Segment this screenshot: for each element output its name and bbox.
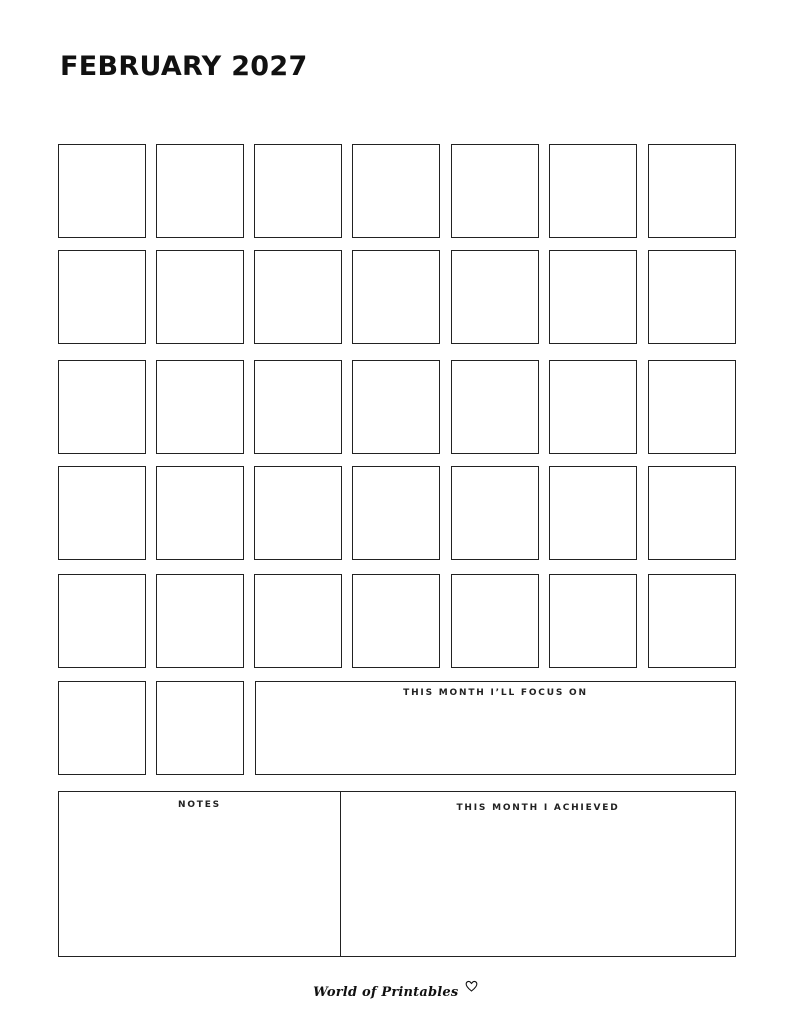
- achieved-label: THIS MONTH I ACHIEVED: [456, 803, 620, 813]
- focus-label: THIS MONTH I’LL FOCUS ON: [403, 688, 588, 698]
- day-cell: [352, 360, 440, 454]
- day-cell: [352, 574, 440, 668]
- day-cell: [156, 466, 244, 560]
- day-cell: [451, 574, 539, 668]
- day-cell: [648, 360, 736, 454]
- day-cell: [156, 360, 244, 454]
- brand-footer: [0, 983, 791, 1007]
- day-cell: [58, 250, 146, 344]
- day-cell: [549, 574, 637, 668]
- day-cell: [352, 144, 440, 238]
- day-cell: [549, 144, 637, 238]
- notes-label: NOTES: [178, 800, 221, 810]
- day-cell: [451, 144, 539, 238]
- day-cell: [58, 466, 146, 560]
- notes-panel: [59, 792, 341, 956]
- day-cell: [58, 360, 146, 454]
- day-cell: [254, 360, 342, 454]
- day-cell: [254, 250, 342, 344]
- day-cell: [58, 681, 146, 775]
- day-cell: [156, 250, 244, 344]
- day-cell: [648, 250, 736, 344]
- day-cell: [451, 250, 539, 344]
- day-cell: [254, 574, 342, 668]
- day-cell: [352, 466, 440, 560]
- focus-box: [255, 681, 736, 775]
- calendar-grid: [58, 144, 736, 668]
- day-cell: [156, 144, 244, 238]
- day-cell: [254, 466, 342, 560]
- day-cell: [156, 574, 244, 668]
- day-cell: [58, 574, 146, 668]
- bottom-section: [58, 791, 736, 957]
- brand-logo: World of Printables: [313, 985, 459, 1000]
- day-cell: [648, 574, 736, 668]
- achieved-panel: [341, 792, 735, 956]
- day-cell: [352, 250, 440, 344]
- page-title: FEBRUARY 2027: [60, 51, 308, 82]
- day-cell: [254, 144, 342, 238]
- day-cell: [58, 144, 146, 238]
- day-cell: [451, 466, 539, 560]
- heart-icon: [465, 979, 478, 997]
- day-cell: [648, 144, 736, 238]
- day-cell: [451, 360, 539, 454]
- day-cell: [549, 250, 637, 344]
- day-cell: [648, 466, 736, 560]
- day-cell: [549, 466, 637, 560]
- day-cell: [549, 360, 637, 454]
- day-cell: [156, 681, 244, 775]
